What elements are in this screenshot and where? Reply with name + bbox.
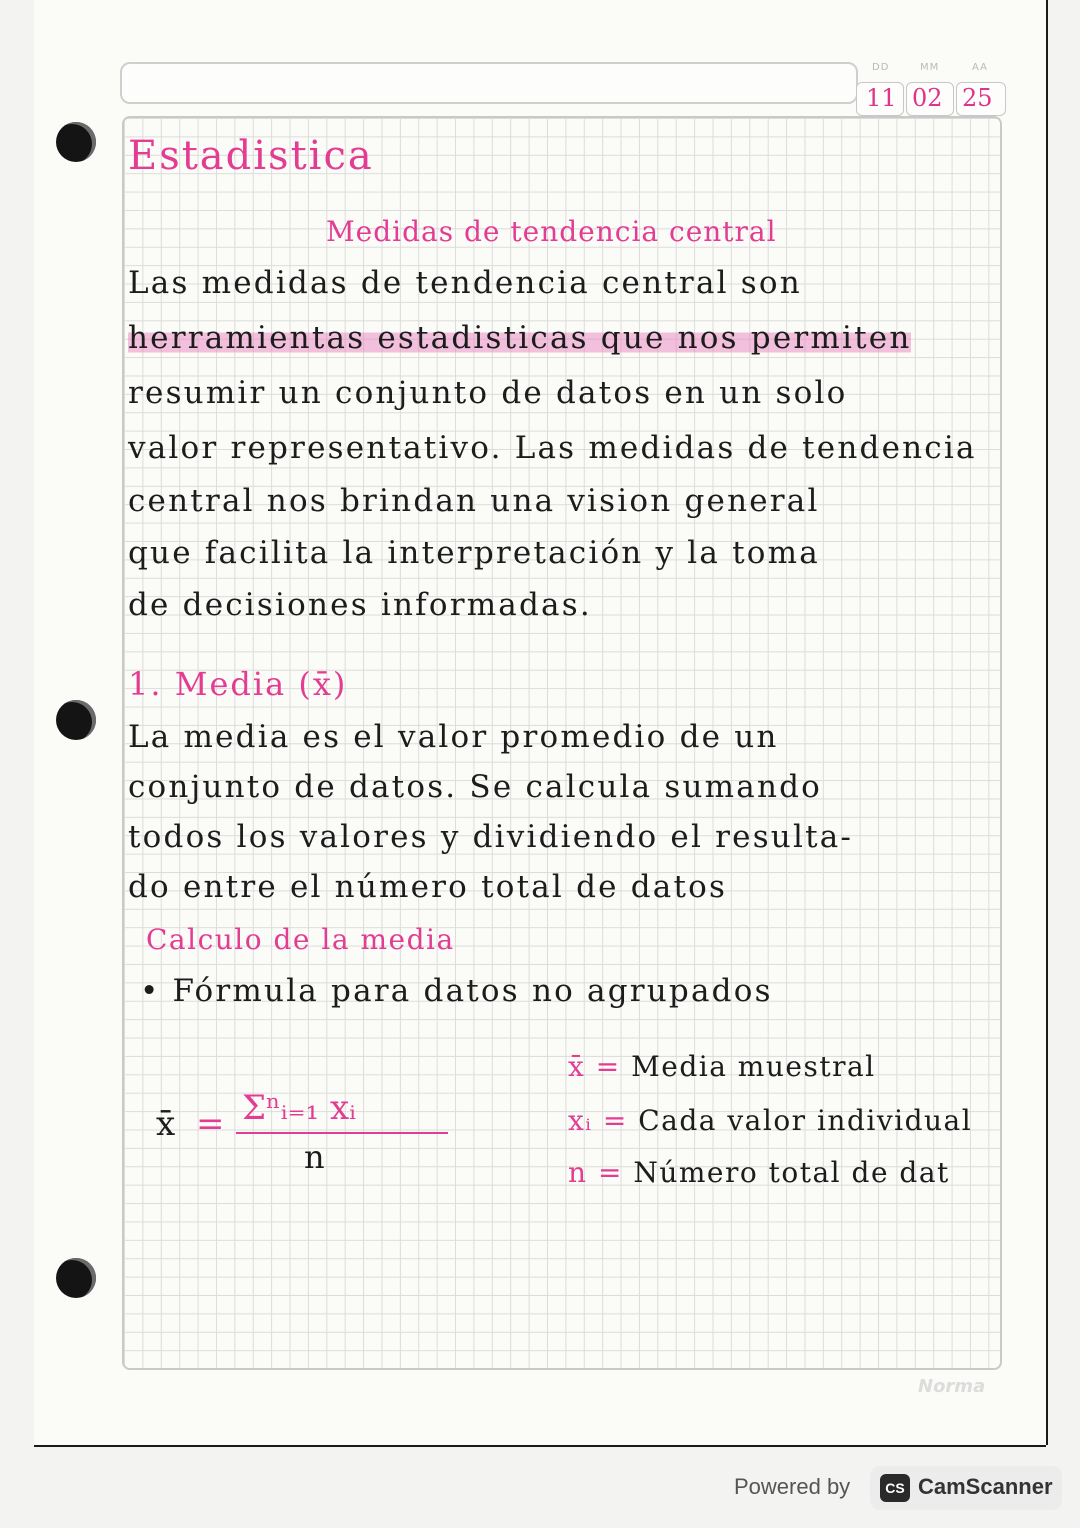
header-title-bar: [120, 62, 858, 104]
legend-symbol: xᵢ: [568, 1104, 593, 1137]
section-subtitle: Medidas de tendencia central: [326, 215, 777, 248]
date-year-label: AA: [972, 62, 988, 73]
intro-line: herramientas estadisticas que nos permiten: [128, 320, 912, 356]
media-line: todos los valores y dividiendo el resulta-: [128, 819, 854, 855]
date-day-label: DD: [872, 62, 890, 73]
intro-line: que facilita la interpretación y la toma: [128, 535, 820, 571]
date-month: 02: [912, 84, 943, 112]
legend-desc: Número total de dat: [633, 1156, 950, 1189]
intro-line: Las medidas de tendencia central son: [128, 265, 802, 301]
legend-row: [568, 1050, 876, 1083]
legend-row: [568, 1104, 972, 1137]
legend-equals: =: [597, 1156, 623, 1189]
legend-desc: Cada valor individual: [638, 1104, 973, 1137]
camscanner-logo-icon: CS: [880, 1474, 910, 1502]
legend-desc: Media muestral: [631, 1050, 876, 1083]
formula-numerator: Σⁿᵢ₌₁ xᵢ: [242, 1088, 356, 1128]
intro-line: central nos brindan una vision general: [128, 483, 820, 519]
powered-by-text: Powered by: [734, 1474, 851, 1499]
page-title: Estadistica: [128, 133, 374, 179]
date-month-label: MM: [920, 62, 940, 73]
formula-equals: =: [196, 1104, 225, 1144]
date-year: 25: [962, 84, 993, 112]
formula-denominator: n: [304, 1138, 325, 1176]
intro-line: valor representativo. Las medidas de tendencia: [128, 430, 977, 466]
binder-hole-top: [56, 122, 96, 162]
media-line: do entre el número total de datos: [128, 869, 728, 905]
intro-line: de decisiones informadas.: [128, 587, 592, 623]
media-line: La media es el valor promedio de un: [128, 719, 779, 755]
media-line: conjunto de datos. Se calcula sumando: [128, 769, 823, 805]
calc-heading: Calculo de la media: [146, 923, 455, 956]
legend-symbol: x̄: [568, 1050, 586, 1083]
binder-hole-middle: [56, 700, 96, 740]
notebook-brand-logo: Norma: [918, 1376, 986, 1397]
legend-equals: =: [595, 1050, 621, 1083]
formula-bullet: • Fórmula para datos no agrupados: [140, 973, 773, 1009]
intro-line: resumir un conjunto de datos en un solo: [128, 375, 848, 411]
section-heading-media: 1. Media (x̄): [128, 665, 348, 703]
legend-equals: =: [602, 1104, 628, 1137]
binder-hole-bottom: [56, 1258, 96, 1298]
camscanner-name: CamScanner: [918, 1474, 1053, 1499]
formula-fraction-bar: [236, 1132, 448, 1134]
legend-symbol: n: [568, 1156, 588, 1189]
legend-row: [568, 1156, 950, 1189]
formula-lhs: x̄: [156, 1104, 176, 1144]
date-day: 11: [866, 84, 897, 112]
